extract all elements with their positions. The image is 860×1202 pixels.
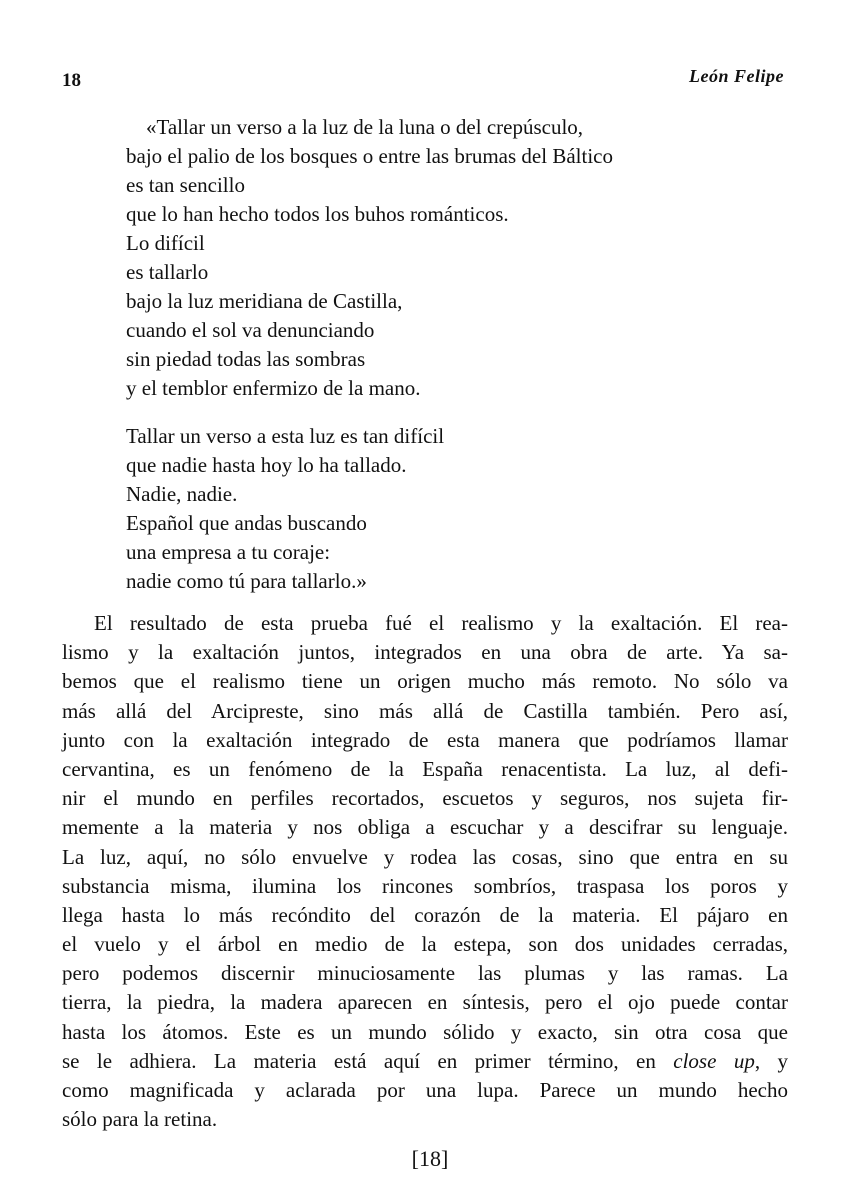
prose-line: La luz, aquí, no sólo envuelve y rodea las cosas, sino que entra en su (62, 844, 788, 869)
prose-line: pero podemos discernir minuciosamente las plumas y las ramas. La (62, 961, 788, 986)
running-head-author: León Felipe (689, 66, 784, 86)
poem-verse: Español que andas buscando (126, 511, 367, 535)
poem-verse: bajo el palio de los bosques o entre las brumas del Báltico (126, 144, 613, 168)
italic-term: close up (673, 1048, 755, 1073)
poem-quotation (126, 113, 806, 615)
prose-line (62, 1047, 788, 1076)
prose-line: junto con la exaltación integrado de esta manera que podríamos llamar (62, 727, 788, 752)
prose-text: se le adhiera. La materia está aquí en primer término, en (62, 1048, 674, 1073)
prose-paragraph (62, 609, 788, 1134)
prose-line: nir el mundo en perfiles recortados, escuetos y seguros, nos sujeta fir- (62, 786, 788, 811)
prose-line: memente a la materia y nos obliga a escuchar y a descifrar su lenguaje. (62, 815, 788, 840)
prose-line: tierra, la piedra, la madera aparecen en síntesis, pero el ojo puede contar (62, 990, 788, 1015)
poem-verse: sin piedad todas las sombras (126, 347, 366, 371)
poem-verse: es tan sencillo (126, 173, 245, 197)
poem-stanza-1 (126, 113, 806, 403)
prose-line: llega hasta lo más recóndito del corazón de la materia. El pájaro en (62, 902, 788, 927)
prose-line: como magnificada y aclarada por una lupa. Parece un mundo hecho (62, 1078, 788, 1102)
prose-line: sólo para la retina. (62, 1107, 218, 1132)
poem-verse: que lo han hecho todos los buhos románticos. (126, 202, 509, 226)
prose-line: el vuelo y el árbol en medio de la estepa, son dos unidades cerradas, (62, 932, 788, 957)
poem-verse: «Tallar un verso a la luz de la luna o del crepúsculo, (146, 115, 584, 139)
poem-verse: y el temblor enfermizo de la mano. (126, 376, 421, 400)
prose-line: más allá del Arcipreste, sino más allá de Castilla también. Pero así, (62, 698, 788, 723)
poem-verse: una empresa a tu coraje: (126, 540, 331, 564)
prose-line: hasta los átomos. Este es un mundo sólido y exacto, sin otra cosa que (62, 1019, 788, 1044)
poem-stanza-2 (126, 422, 806, 596)
prose-line: El resultado de esta prueba fué el realismo y la exaltación. El rea- (94, 611, 788, 635)
poem-verse: Nadie, nadie. (126, 482, 238, 506)
prose-line: substancia misma, ilumina los rincones sombríos, traspasa los poros y (62, 873, 788, 898)
poem-verse: nadie como tú para tallarlo.» (126, 569, 367, 593)
prose-text: , y (754, 1048, 789, 1073)
poem-verse: es tallarlo (126, 260, 209, 284)
prose-line: cervantina, es un fenómeno de la España renacentista. La luz, al defi- (62, 756, 788, 781)
poem-verse: Lo difícil (126, 231, 205, 255)
prose-line: bemos que el realismo tiene un origen mucho más remoto. No sólo va (62, 669, 788, 694)
folio: [18] (411, 1146, 449, 1171)
poem-verse: bajo la luz meridiana de Castilla, (126, 289, 403, 313)
prose-line: lismo y la exaltación juntos, integrados en una obra de arte. Ya sa- (62, 640, 788, 665)
poem-verse: que nadie hasta hoy lo ha tallado. (126, 453, 407, 477)
poem-verse: cuando el sol va denunciando (126, 318, 375, 342)
page-number: 18 (62, 70, 81, 91)
poem-verse: Tallar un verso a esta luz es tan difícil (126, 424, 445, 448)
